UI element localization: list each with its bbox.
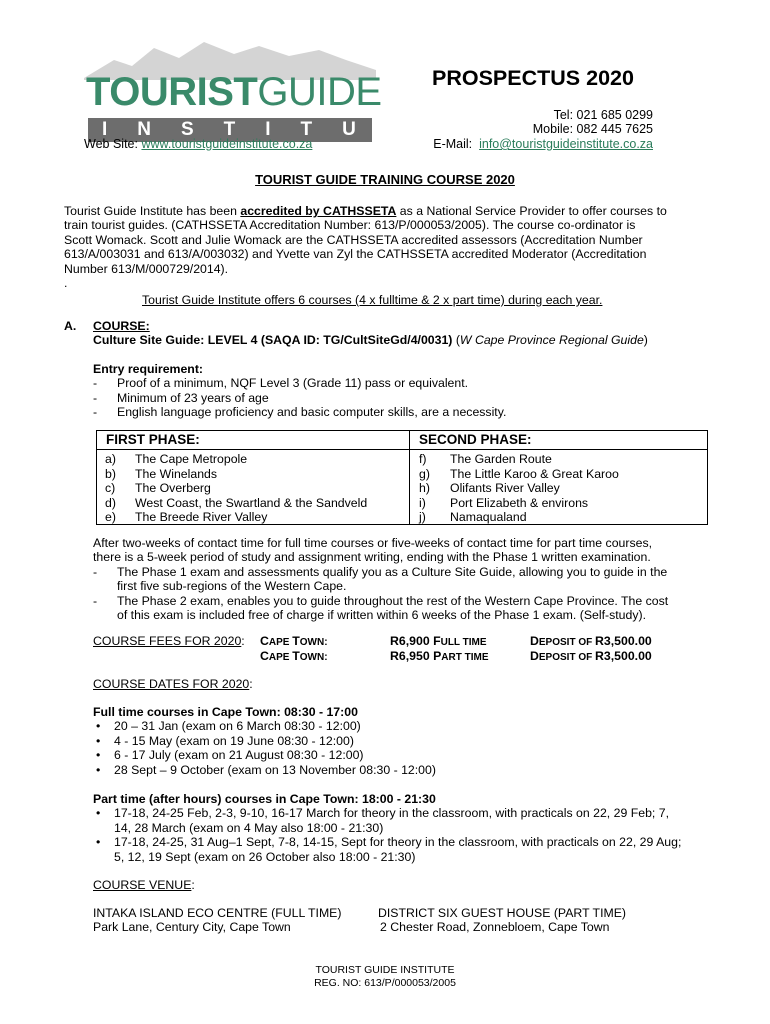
item-value: The Winelands — [135, 466, 218, 481]
list-item — [105, 467, 409, 481]
item-key: i) — [419, 495, 426, 510]
phases-table — [96, 430, 708, 525]
list-item: • 28 Sept – 9 October (exam on 13 November 08:30 - 12:00) — [96, 762, 436, 777]
courses-offered: Tourist Guide Institute offers 6 courses (4 x fulltime & 2 x part time) during each year. — [142, 293, 603, 307]
fee-text: R6,950 — [390, 649, 434, 663]
email-link[interactable]: info@touristguideinstitute.co.za — [479, 137, 653, 151]
item-key: d) — [105, 495, 116, 510]
list-item — [105, 510, 409, 524]
list-item: • 20 – 31 Jan (exam on 6 March 08:30 - 12:00) — [96, 719, 361, 734]
list-item: - The Phase 1 exam and assessments qualify you as a Culture Site Guide, allowing you to guide in the — [93, 564, 668, 579]
list-item: - English language proficiency and basic computer skills, are a necessity. — [93, 405, 507, 420]
tel: Tel: 021 685 0299 — [553, 108, 653, 122]
list-item: • 4 - 15 May (exam on 19 June 08:30 - 12:00) — [96, 733, 354, 748]
exam-info — [93, 536, 733, 622]
fee-text: R6,900 — [390, 634, 434, 648]
intro-paragraph — [64, 204, 724, 290]
list-item — [105, 481, 409, 495]
fee-text: OWN: — [299, 637, 328, 648]
item-value: West Coast, the Swartland & the Sandveld — [135, 495, 368, 510]
table-header-row — [97, 431, 708, 450]
list-item-text: 28 Sept – 9 October (exam on 13 November 08:30 - 12:00) — [114, 762, 436, 777]
list-item: - Minimum of 23 years of age — [93, 390, 269, 405]
item-value: The Little Karoo & Great Karoo — [450, 466, 619, 481]
fee-text: D — [530, 649, 539, 663]
list-item-text: 20 – 31 Jan (exam on 6 March 08:30 - 12:00) — [114, 719, 361, 734]
fee-text: ULL TIME — [440, 637, 487, 648]
course-subtitle: Culture Site Guide: LEVEL 4 (SAQA ID: TG/CultSiteGd/4/0031) — [93, 333, 453, 348]
dates-label: COURSE DATES FOR 2020: — [93, 677, 253, 691]
list-item-text: The Phase 1 exam and assessments qualify you as a Culture Site Guide, allowing you to guide in the — [117, 564, 668, 579]
course-block: COURSE: Culture Site Guide: LEVEL 4 (SAQA ID: TG/CultSiteGd/4/0031) (W Cape Province Regional Guide) — [93, 319, 733, 348]
second-phase-list — [410, 450, 708, 525]
list-item-text: Proof of a minimum, NQF Level 3 (Grade 11) pass or equivalent. — [117, 376, 469, 391]
full-time-heading: Full time courses in Cape Town: 08:30 - 17:00 — [93, 705, 358, 719]
intro-text: as a National Service Provider to offer courses to — [396, 204, 667, 218]
intro-line: Scott Womack. Scott and Julie Womack are the CATHSSETA accredited assessors (Accreditation Number — [64, 232, 643, 247]
list-item: • 17-18, 24-25 Feb, 2-3, 9-10, 16-17 March for theory in the classroom, with practicals on 22, 29 Feb; 7, — [96, 806, 670, 821]
item-value: The Breede River Valley — [135, 510, 268, 525]
logo-guide-text: GUIDE — [257, 70, 382, 114]
list-item — [419, 452, 707, 466]
item-key: b) — [105, 466, 116, 481]
fee-text: APE — [268, 637, 293, 648]
fees-label-text: COURSE FEES FOR 2020 — [93, 634, 242, 648]
item-key: c) — [105, 481, 116, 496]
fee-text: APE — [268, 652, 293, 663]
full-time-dates — [93, 705, 733, 777]
table-row — [97, 450, 708, 525]
list-item: - Proof of a minimum, NQF Level 3 (Grade 11) pass or equivalent. — [93, 376, 469, 391]
fee-text: ART TIME — [441, 652, 489, 663]
item-value: The Overberg — [135, 481, 211, 496]
email-line — [433, 137, 653, 151]
logo-institute-text: INSTITUTE — [102, 119, 471, 140]
list-item — [419, 481, 707, 495]
fees-label: COURSE FEES FOR 2020: — [93, 634, 245, 648]
part-time-dates — [93, 792, 733, 864]
fees-row — [260, 634, 328, 650]
prospectus-title: PROSPECTUS 2020 — [432, 66, 634, 90]
website-line — [84, 137, 312, 151]
fee-text: F — [433, 634, 441, 648]
second-phase-header: SECOND PHASE: — [410, 431, 708, 450]
fee-text: P — [433, 649, 442, 663]
page-title: TOURIST GUIDE TRAINING COURSE 2020 — [255, 172, 515, 187]
fee-deposit — [530, 649, 652, 665]
exam-info-line: there is a 5-week period of study and assignment writing, ending with the Phase 1 written examination. — [93, 550, 651, 565]
list-item: • 17-18, 24-25, 31 Aug–1 Sept, 7-8, 14-15, Sept for theory in the classroom, with practicals on 22, 29 Aug; — [96, 835, 682, 850]
list-item: - The Phase 2 exam, enables you to guide throughout the rest of the Western Cape Province. The cost — [93, 593, 669, 608]
list-item: • 6 - 17 July (exam on 21 August 08:30 - 12:00) — [96, 748, 364, 763]
list-item-continuation: 5, 12, 19 Sept (exam on 26 October also 18:00 - 21:30) — [114, 849, 416, 864]
list-item-continuation: first five sub-regions of the Western Cape. — [117, 579, 347, 594]
item-key: a) — [105, 452, 116, 467]
venue-right — [378, 906, 626, 935]
intro-line: train tourist guides. (CATHSSETA Accreditation Number: 613/P/000053/2005). The course co-ordinator is — [64, 218, 636, 233]
footer — [0, 964, 770, 990]
list-item-text: 17-18, 24-25 Feb, 2-3, 9-10, 16-17 March for theory in the classroom, with practicals on 22, 29 Feb; 7, — [114, 806, 670, 821]
logo — [84, 40, 471, 140]
fee-text: EPOSIT OF — [538, 637, 596, 648]
venue-left — [93, 906, 341, 935]
fee-text: C — [260, 634, 269, 648]
intro-line: 613/A/003031 and 613/A/003032) and Yvette van Zyl the CATHSSETA accredited Moderator (Accreditation — [64, 247, 647, 262]
email-label: E-Mail: — [433, 137, 473, 151]
item-key: g) — [419, 466, 430, 481]
fee-text: OWN: — [299, 652, 328, 663]
list-item-text: Minimum of 23 years of age — [117, 390, 269, 405]
venue-right-name: DISTRICT SIX GUEST HOUSE (PART TIME) — [378, 906, 627, 920]
first-phase-list — [97, 450, 410, 525]
mobile: Mobile: 082 445 7625 — [532, 122, 653, 136]
list-item — [105, 496, 409, 510]
intro-text: Tourist Guide Institute has been — [64, 204, 241, 218]
list-item — [105, 452, 409, 466]
section-letter: A. — [64, 319, 77, 333]
fee-text: R3,500.00 — [595, 649, 652, 663]
fee-text: D — [530, 634, 539, 648]
fee-text: EPOSIT OF — [538, 652, 596, 663]
first-phase-header: FIRST PHASE: — [97, 431, 410, 450]
venue-label-text: COURSE VENUE — [93, 878, 192, 892]
website-label: Web Site: — [84, 137, 138, 151]
item-key: e) — [105, 510, 116, 525]
venue-right-address: 2 Chester Road, Zonnebloem, Cape Town — [380, 920, 610, 935]
course-heading: COURSE: — [93, 319, 150, 333]
list-item-text: The Phase 2 exam, enables you to guide throughout the rest of the Western Cape Province. The cost — [117, 593, 669, 608]
list-item-text: 4 - 15 May (exam on 19 June 08:30 - 12:00) — [114, 733, 354, 748]
entry-requirements — [93, 362, 733, 420]
footer-name: TOURIST GUIDE INSTITUTE — [315, 964, 455, 976]
fee-price — [390, 634, 487, 650]
fee-deposit — [530, 634, 652, 650]
venue-left-address: Park Lane, Century City, Cape Town — [93, 920, 291, 935]
intro-dot: . — [64, 276, 68, 291]
fee-text: T — [292, 649, 300, 663]
item-value: Namaqualand — [450, 510, 527, 525]
exam-info-line: After two-weeks of contact time for full time courses or five-weeks of contact time for part time courses, — [93, 536, 653, 550]
dates-label-text: COURSE DATES FOR 2020 — [93, 677, 250, 691]
website-link[interactable]: www.touristguideinstitute.co.za — [141, 137, 313, 151]
fee-price — [390, 649, 489, 665]
list-item-continuation: of this exam is included free of charge if written within 6 weeks of the Phase 1 exam. (Self-study). — [117, 608, 647, 623]
entry-heading: Entry requirement: — [93, 362, 204, 376]
venue-label: COURSE VENUE: — [93, 878, 195, 892]
item-value: Olifants River Valley — [450, 481, 560, 496]
list-item — [419, 496, 707, 510]
fees-row — [260, 649, 328, 665]
item-value: The Garden Route — [450, 452, 552, 467]
logo-tourist-text: TOURIST — [86, 70, 258, 114]
item-key: j) — [419, 510, 426, 525]
list-item-text: 6 - 17 July (exam on 21 August 08:30 - 12:00) — [114, 748, 364, 763]
part-time-heading: Part time (after hours) courses in Cape Town: 18:00 - 21:30 — [93, 792, 436, 806]
list-item-text: 17-18, 24-25, 31 Aug–1 Sept, 7-8, 14-15, Sept for theory in the classroom, with practicals on 22, 29 Aug; — [114, 835, 682, 850]
list-item — [419, 510, 707, 524]
item-value: The Cape Metropole — [135, 452, 248, 467]
accredited-text: accredited by CATHSSETA — [240, 204, 397, 218]
intro-line: Number 613/M/000729/2014). — [64, 261, 229, 276]
footer-reg-no: REG. NO: 613/P/000053/2005 — [314, 977, 456, 989]
list-item-continuation: 14, 28 March (exam on 4 May also 18:00 - 21:30) — [114, 820, 384, 835]
item-value: Port Elizabeth & environs — [450, 495, 589, 510]
fee-text: T — [292, 634, 300, 648]
list-item-text: English language proficiency and basic computer skills, are a necessity. — [117, 405, 507, 420]
fee-text: C — [260, 649, 269, 663]
fee-text: R3,500.00 — [595, 634, 652, 648]
course-subtitle-note: W Cape Province Regional Guide — [459, 333, 644, 348]
list-item — [419, 467, 707, 481]
venue-left-name: INTAKA ISLAND ECO CENTRE (FULL TIME) — [93, 906, 342, 920]
item-key: h) — [419, 481, 430, 496]
item-key: f) — [419, 452, 427, 467]
